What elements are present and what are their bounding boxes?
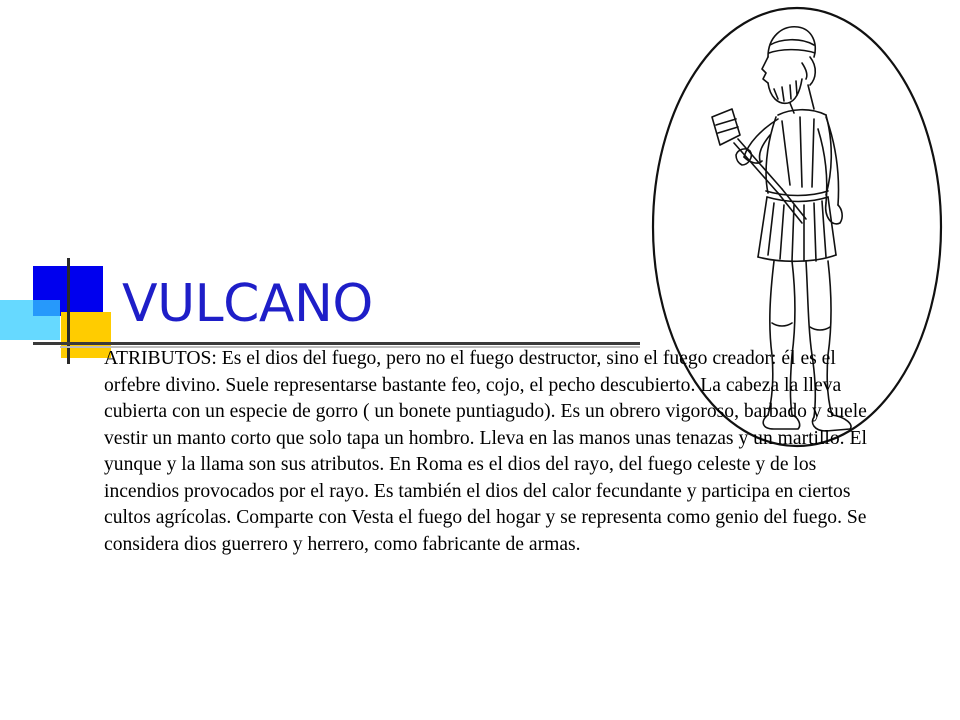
decor-cyan-square bbox=[0, 300, 60, 340]
decor-vertical-line bbox=[67, 258, 70, 364]
slide-title: VULCANO bbox=[122, 274, 373, 334]
title-underline bbox=[33, 342, 640, 345]
attributes-text: ATRIBUTOS: Es el dios del fuego, pero no el fuego destructor, sino el fuego creador: él es el orfebre divino. Suele representarse bastante feo, cojo, el pecho descubierto. La cabeza la lleva cubierta con un especie de gorro ( un bonete puntiagudo). Es un obrero vigoroso, barbado y suele vestir un manto corto que solo tapa un hombro. Lleva en las manos unas tenazas y un martillo. El yunque y la llama son sus atributos. En Roma es el dios del rayo, del fuego celeste y de los incendios provocados por el rayo. Es también el dios del calor fecundante y participa en ciertos cultos agrícolas. Comparte con Vesta el fuego del hogar y se representa como genio del fuego. Se considera dios guerrero y herrero, como fabricante de armas. bbox=[104, 348, 867, 555]
